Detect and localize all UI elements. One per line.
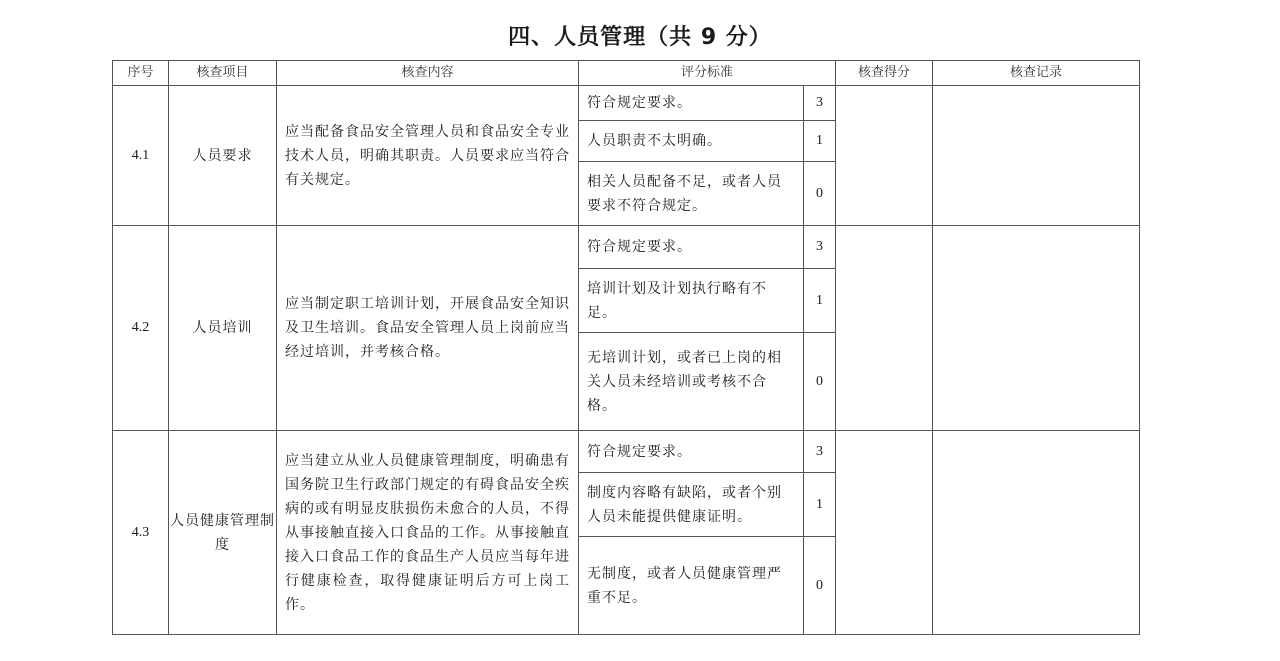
header-item: 核查项目 bbox=[169, 61, 277, 86]
header-score: 核查得分 bbox=[836, 61, 933, 86]
row-item: 人员培训 bbox=[169, 226, 277, 431]
criteria-score: 0 bbox=[804, 537, 836, 635]
row-number: 4.2 bbox=[113, 226, 169, 431]
criteria-text: 培训计划及计划执行略有不足。 bbox=[579, 269, 804, 333]
header-row bbox=[113, 61, 1140, 86]
criteria-score: 3 bbox=[804, 431, 836, 473]
row-number: 4.3 bbox=[113, 431, 169, 635]
criteria-score: 3 bbox=[804, 226, 836, 269]
table-row bbox=[113, 431, 1140, 473]
score-cell[interactable] bbox=[836, 86, 933, 226]
criteria-text: 符合规定要求。 bbox=[579, 431, 804, 473]
header-content: 核查内容 bbox=[277, 61, 579, 86]
header-seq: 序号 bbox=[113, 61, 169, 86]
inspection-table bbox=[112, 60, 1140, 635]
criteria-score: 0 bbox=[804, 162, 836, 226]
criteria-text: 人员职责不太明确。 bbox=[579, 121, 804, 162]
record-cell[interactable] bbox=[933, 226, 1140, 431]
criteria-text: 相关人员配备不足，或者人员要求不符合规定。 bbox=[579, 162, 804, 226]
table-row bbox=[113, 226, 1140, 269]
score-cell[interactable] bbox=[836, 226, 933, 431]
row-content: 应当建立从业人员健康管理制度，明确患有国务院卫生行政部门规定的有碍食品安全疾病的或有明显皮肤损伤未愈合的人员，不得从事接触直接入口食品的工作。从事接触直接入口食品工作的食品生产人员应当每年进行健康检查，取得健康证明后方可上岗工作。 bbox=[277, 431, 579, 635]
criteria-score: 0 bbox=[804, 333, 836, 431]
score-cell[interactable] bbox=[836, 431, 933, 635]
criteria-score: 3 bbox=[804, 86, 836, 121]
criteria-text: 符合规定要求。 bbox=[579, 226, 804, 269]
criteria-score: 1 bbox=[804, 121, 836, 162]
row-item: 人员健康管理制度 bbox=[169, 431, 277, 635]
section-title: 四、人员管理（共 9 分） bbox=[508, 25, 772, 50]
criteria-score: 1 bbox=[804, 473, 836, 537]
criteria-text: 符合规定要求。 bbox=[579, 86, 804, 121]
header-record: 核查记录 bbox=[933, 61, 1140, 86]
criteria-text: 制度内容略有缺陷，或者个别人员未能提供健康证明。 bbox=[579, 473, 804, 537]
criteria-text: 无制度，或者人员健康管理严重不足。 bbox=[579, 537, 804, 635]
header-criteria: 评分标准 bbox=[579, 61, 836, 86]
row-content: 应当配备食品安全管理人员和食品安全专业技术人员，明确其职责。人员要求应当符合有关规定。 bbox=[277, 86, 579, 226]
row-content: 应当制定职工培训计划，开展食品安全知识及卫生培训。食品安全管理人员上岗前应当经过培训，并考核合格。 bbox=[277, 226, 579, 431]
record-cell[interactable] bbox=[933, 431, 1140, 635]
row-item: 人员要求 bbox=[169, 86, 277, 226]
criteria-score: 1 bbox=[804, 269, 836, 333]
record-cell[interactable] bbox=[933, 86, 1140, 226]
criteria-text: 无培训计划，或者已上岗的相关人员未经培训或考核不合格。 bbox=[579, 333, 804, 431]
table-row bbox=[113, 86, 1140, 121]
row-number: 4.1 bbox=[113, 86, 169, 226]
